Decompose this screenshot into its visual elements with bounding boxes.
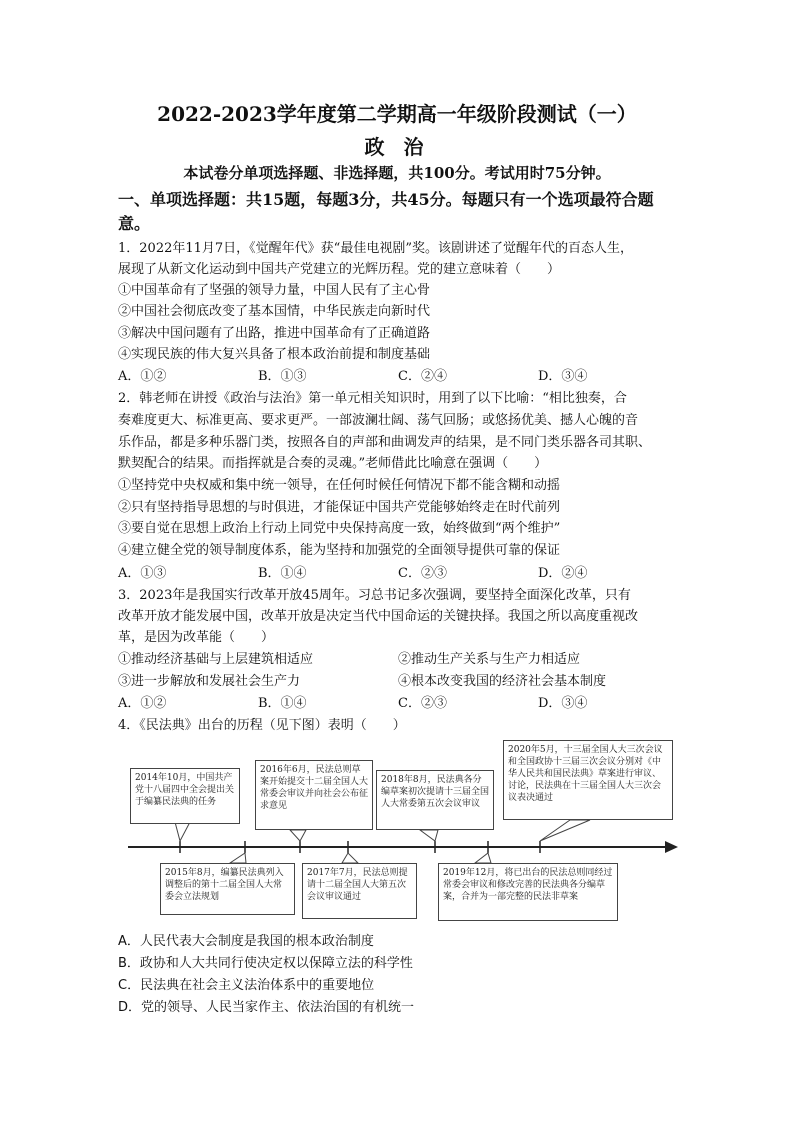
q2-stem-line3: 乐作品，都是多种乐器门类，按照各自的声部和曲调发声的结果，是不同门类乐器各司其职、 [118,435,652,450]
section-heading-line1: 一、单项选择题：共15题，每题3分，共45分。每题只有一个选项最符合题 [118,190,654,209]
q1-item-4: ④实现民族的伟大复兴具备了根本政治前提和制度基础 [118,347,431,362]
q2-stem-line4: 默契配合的结果。而指挥就是合奏的灵魂。”老师借此比喻意在强调（ ） [118,456,548,471]
q4-option-b: B．政协和人大共同行使决定权以保障立法的科学性 [118,956,413,971]
q3-stem-line3: 革，是因为改革能（ ） [118,630,275,645]
q1-stem-line1: 1．2022年11月7日，《觉醒年代》获“最佳电视剧”奖。该剧讲述了觉醒年代的百态人生， [118,241,633,256]
q1-stem-line2: 展现了从新文化运动到中国共产党建立的光辉历程。党的建立意味着（ ） [118,262,561,277]
q2-option-c: C．②③ [398,566,447,581]
exam-subject: 政 治 [364,135,430,159]
q2-option-a: A．①③ [118,566,167,581]
q2-stem-line1: 2．韩老师在讲授《政治与法治》第一单元相关知识时，用到了以下比喻：“相比独奏，合 [118,391,627,406]
timeline-event-2020: 2020年5月，十三届全国人大三次会议和全国政协十三届三次会议分别对《中华人民共和国民法典》草案进行审议、讨论，民法典在十三届全国人大三次会议表决通过 [503,740,673,820]
q3-option-c: C．②③ [398,696,447,711]
q3-item-4: ④根本改变我国的经济社会基本制度 [398,674,607,689]
q2-item-4: ④建立健全党的领导制度体系，能为坚持和加强党的全面领导提供可靠的保证 [118,543,561,558]
q1-option-c: C．②④ [398,369,447,384]
q3-option-b: B．①④ [258,696,307,711]
timeline-event-2017: 2017年7月，民法总则提请十二届全国人大第五次会议审议通过 [302,863,417,919]
q3-stem-line2: 改革开放才能发展中国，改革开放是决定当代中国命运的关键抉择。我国之所以高度重视改 [118,609,639,624]
q4-option-a: A．人民代表大会制度是我国的根本政治制度 [118,934,374,949]
q2-item-1: ①坚持党中央权威和集中统一领导，在任何时候任何情况下都不能含糊和动摇 [118,478,561,493]
q1-option-a: A．①② [118,369,167,384]
q1-item-1: ①中国革命有了坚强的领导力量，中国人民有了主心骨 [118,283,431,298]
q2-option-d: D．②④ [538,566,588,581]
q1-option-b: B．①③ [258,369,307,384]
q4-stem: 4．《民法典》出台的历程（见下图）表明（ ） [118,718,406,733]
q4-option-d: D．党的领导、人民当家作主、依法治国的有机统一 [118,1000,415,1015]
q3-item-2: ②推动生产关系与生产力相适应 [398,652,581,667]
timeline-event-2014: 2014年10月，中国共产党十八届四中全会提出关于编纂民法典的任务 [130,768,240,824]
section-heading-line2: 意。 [118,214,151,233]
q1-option-d: D．③④ [538,369,588,384]
timeline-event-2015: 2015年8月，编纂民法典列入调整后的第十二届全国人大常委会立法规划 [160,863,295,915]
timeline-event-2019: 2019年12月，将已出台的民法总则同经过常委会审议和修改完善的民法典各分编草案，合并为一部完整的民法非草案 [438,863,618,921]
q1-item-3: ③解决中国问题有了出路，推进中国革命有了正确道路 [118,326,431,341]
q1-item-2: ②中国社会彻底改变了基本国情，中华民族走向新时代 [118,304,431,319]
q2-option-b: B．①④ [258,566,307,581]
q3-item-3: ③进一步解放和发展社会生产力 [118,674,301,689]
q3-stem-line1: 3．2023年是我国实行改革开放45周年。习总书记多次强调，要坚持全面深化改革，只有 [118,588,631,603]
timeline-event-2018: 2018年8月，民法典各分编草案初次提请十三届全国人大常委第五次会议审议 [376,770,494,830]
q2-item-3: ③要自觉在思想上政治上行动上同党中央保持高度一致，始终做到“两个维护” [118,521,561,536]
q2-stem-line2: 奏难度更大、标准更高、要求更严。一部波澜壮阔、荡气回肠；或悠扬优美、撼人心魄的音 [118,413,639,428]
q3-item-1: ①推动经济基础与上层建筑相适应 [118,652,314,667]
civil-code-timeline [120,740,680,925]
q4-option-c: C．民法典在社会主义法治体系中的重要地位 [118,978,375,993]
timeline-event-2016: 2016年6月，民法总则草案开始提交十二届全国人大常委会审议并向社会公布征求意见 [255,760,373,830]
q3-option-a: A．①② [118,696,167,711]
q3-option-d: D．③④ [538,696,588,711]
exam-title: 2022-2023学年度第二学期高一年级阶段测试（一） [157,102,637,126]
q2-item-2: ②只有坚持指导思想的与时俱进，才能保证中国共产党能够始终走在时代前列 [118,500,561,515]
exam-instructions: 本试卷分单项选择题、非选择题，共100分。考试用时75分钟。 [183,164,611,182]
